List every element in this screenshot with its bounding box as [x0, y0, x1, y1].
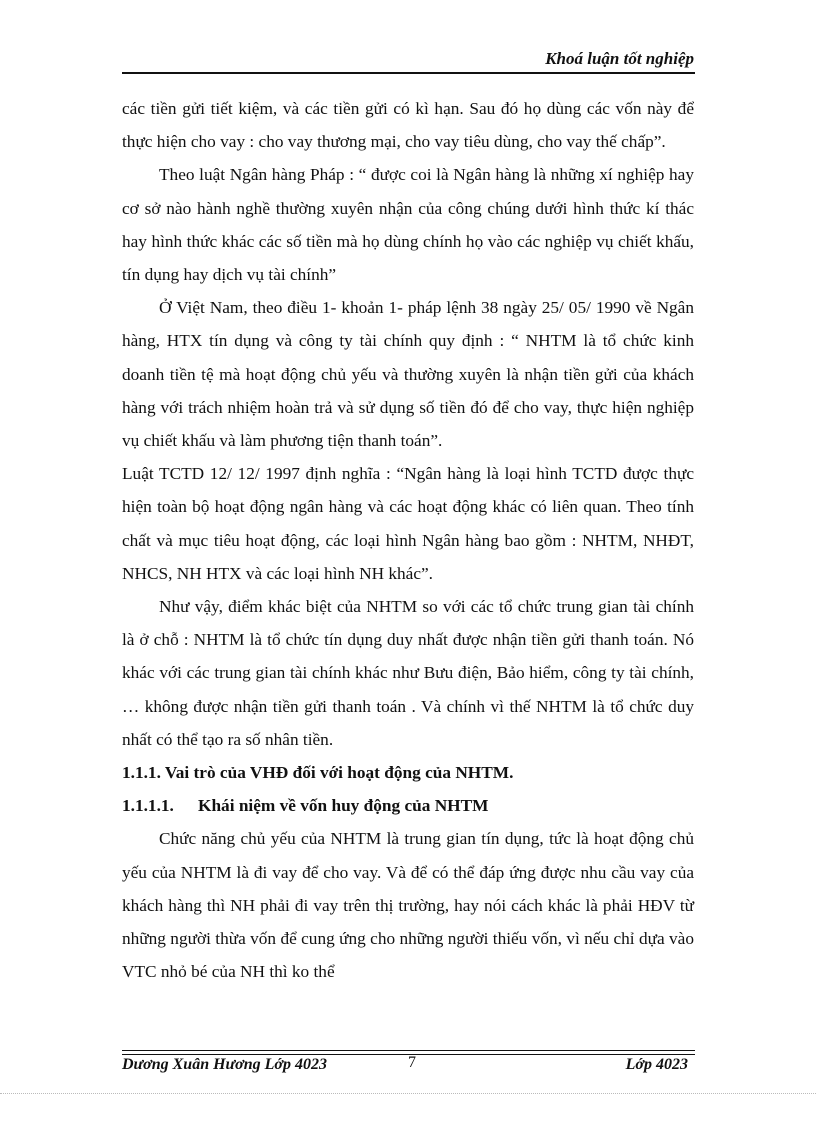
paragraph-function: Chức năng chủ yếu của NHTM là trung gian tín dụng, tức là hoạt động chủ yếu của NHTM là đi vay để cho vay. Và để có thể đáp ứng được nhu cầu vay của khách hàng thì NH phải đi vay trên thị trường, hay nói cách khác là phải HĐV từ những người thừa vốn để cung ứng cho những người thiếu vốn, vì nếu chỉ dựa vào VTC nhỏ bé của NH thì ko thể — [122, 829, 694, 982]
paragraph-continuation: các tiền gửi tiết kiệm, và các tiền gửi có kì hạn. Sau đó họ dùng các vốn này để thực hiện cho vay : cho vay thương mại, cho vay tiêu dùng, cho vay thế chấp”. — [122, 99, 694, 152]
header-rule — [122, 72, 695, 74]
paragraph-vietnam-ordinance: Ở Việt Nam, theo điều 1- khoản 1- pháp lệnh 38 ngày 25/ 05/ 1990 về Ngân hàng, HTX tín dụng và công ty tài chính quy định : “ NHTM là tổ chức kinh doanh tiền tệ mà hoạt động chủ yếu và thường xuyên là nhận tiền gửi của khách hàng với trách nhiệm hoàn trả và sử dụng số tiền đó để cho vay, thực hiện nghiệp vụ chiết khấu và làm phương tiện thanh toán”. — [122, 298, 694, 451]
footer-author: Dương Xuân Hương Lớp 4023 — [122, 1056, 327, 1073]
subsection-title: Khái niệm về vốn huy động của NHTM — [198, 796, 489, 816]
subsection-number: 1.1.1.1. — [122, 796, 174, 816]
page-number: 7 — [408, 1054, 416, 1071]
section-heading: 1.1.1. Vai trò của VHĐ đối với hoạt động của NHTM. — [122, 763, 514, 783]
body-text — [122, 92, 694, 988]
page-edge — [0, 1093, 816, 1094]
footer-class: Lớp 4023 — [625, 1056, 688, 1073]
paragraph-tctd-law: Luật TCTD 12/ 12/ 1997 định nghĩa : “Ngân hàng là loại hình TCTD được thực hiện toàn bộ hoạt động ngân hàng và các hoạt động khác có liên quan. Theo tính chất và mục tiêu hoạt động, các loại hình Ngân hàng bao gồm : NHTM, NHĐT, NHCS, NH HTX và các loại hình NH khác”. — [122, 464, 694, 583]
subsection-heading — [122, 789, 694, 822]
paragraph-difference: Như vậy, điểm khác biệt của NHTM so với các tổ chức trung gian tài chính là ở chỗ : NHTM là tổ chức tín dụng duy nhất được nhận tiền gửi thanh toán. Nó khác với các trung gian tài chính khác như Bưu điện, Bảo hiểm, công ty tài chính, … không được nhận tiền gửi thanh toán . Và chính vì thế NHTM là tổ chức duy nhất có thể tạo ra số nhân tiền. — [122, 597, 694, 749]
footer-rule-top — [122, 1050, 695, 1051]
paragraph-french-law: Theo luật Ngân hàng Pháp : “ được coi là Ngân hàng là những xí nghiệp hay cơ sở nào hành nghề thường xuyên nhận của công chúng dưới hình thức kí thác hay hình thức khác các số tiền mà họ dùng chính họ vào các nghiệp vụ chiết khấu, tín dụng hay dịch vụ tài chính” — [122, 165, 694, 285]
header-title: Khoá luận tốt nghiệp — [545, 49, 694, 68]
